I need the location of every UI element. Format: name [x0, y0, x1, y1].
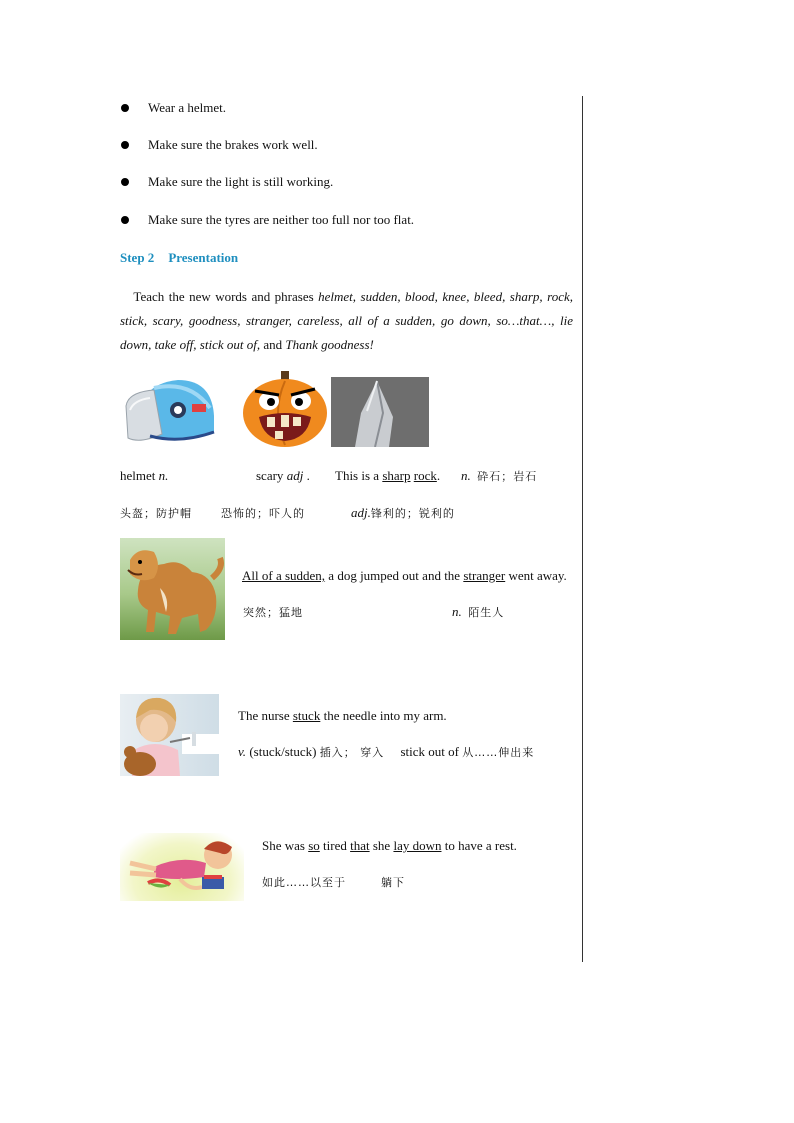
scary-end: .: [306, 468, 310, 483]
pos-scary: adj: [286, 468, 304, 483]
word-stuck: stuck: [292, 708, 321, 723]
sentence-mid: a dog jumped out and the: [325, 568, 464, 583]
phrase-all-of-a-sudden: All of a sudden,: [242, 568, 326, 583]
cn-stick: 插入； 穿入: [319, 746, 385, 759]
phrase-lay-down: lay down: [393, 838, 442, 853]
sentence-post: to have a rest.: [441, 838, 517, 853]
sentence-pre: This is a: [335, 468, 383, 483]
vocab-sentence-dog: [242, 568, 567, 584]
bullet-dot: [121, 104, 129, 112]
bullet-dot: [121, 141, 129, 149]
pos-stick: v.: [238, 744, 247, 759]
step-title: Presentation: [168, 250, 239, 265]
cn-sudden-line: [243, 604, 303, 620]
cn-stick-out-of: 从……伸出来: [462, 746, 535, 759]
cn-sharp: 锋利的；锐利的: [370, 507, 455, 520]
pos-rock: n.: [461, 468, 471, 483]
sentence-pre: She was: [262, 838, 309, 853]
sentence-pre: The nurse: [238, 708, 293, 723]
pos-sharp: adj.: [351, 505, 371, 520]
sentence-end: .: [436, 468, 441, 483]
cn-scary: 恐怖的；吓人的: [221, 507, 305, 520]
vocab-stick-def: [238, 744, 534, 760]
word-helmet: helmet: [120, 468, 156, 483]
vocab-scary: [256, 468, 310, 484]
bullet-text: Wear a helmet.: [148, 100, 226, 115]
intro-words: helmet, sudden, blood, knee, bleed, sharp, rock, stick, scary, goodness, stranger, careless, all of a sudden, go down, so…that…, lie down, take off, stick out of,: [120, 289, 573, 352]
dog-image: [120, 538, 225, 640]
word-so: so: [308, 838, 320, 853]
sharp-rock-image: [331, 377, 429, 447]
cn-scary-line: [221, 505, 305, 521]
phrase-stick-out-of: stick out of: [400, 744, 459, 759]
vocab-sentence-nurse: [238, 708, 447, 724]
cn-sudden: 突然；猛地: [243, 606, 303, 619]
lying-down-image: [120, 833, 244, 901]
cn-stranger: 陌生人: [468, 606, 505, 619]
cn-lie-down-line: [381, 874, 405, 890]
pos-stranger: n.: [452, 604, 462, 619]
intro-lead: Teach the new words and phrases: [133, 289, 319, 304]
vocab-line-1: [120, 468, 168, 484]
intro-last: Thank goodness!: [285, 337, 374, 352]
bullet-text: Make sure the tyres are neither too full nor too flat.: [148, 212, 415, 227]
margin-rule: [582, 96, 583, 962]
step-heading: [120, 250, 252, 266]
word-sharp: sharp: [382, 468, 411, 483]
helmet-image: [120, 370, 218, 448]
word-scary: scary: [256, 468, 284, 483]
cn-stranger-line: [452, 604, 504, 620]
cn-so-that-line: [262, 874, 346, 890]
stick-forms: (stuck/stuck): [246, 744, 320, 759]
vocab-rock-def: [461, 468, 537, 484]
sentence-post: the needle into my arm.: [320, 708, 447, 723]
sentence-mid-2: she: [369, 838, 394, 853]
cn-lie-down: 躺下: [381, 876, 405, 889]
word-that: that: [350, 838, 370, 853]
cn-so-that: 如此……以至于: [262, 876, 346, 889]
bullet-dot: [121, 216, 129, 224]
vocab-sentence-tired: [262, 838, 517, 854]
bullet-text: Make sure the brakes work well.: [148, 137, 318, 152]
cn-rock: 砕石；岩石: [477, 470, 538, 483]
injection-image: [120, 694, 219, 776]
cn-sharp-line: [351, 505, 455, 521]
bullet-text: Make sure the light is still working.: [148, 174, 334, 189]
sentence-end: went away.: [505, 568, 567, 583]
word-rock: rock: [413, 468, 437, 483]
word-stranger: stranger: [463, 568, 506, 583]
intro-paragraph: [120, 285, 573, 357]
bullet-dot: [121, 178, 129, 186]
sentence-mid-1: tired: [319, 838, 351, 853]
step-number: Step 2: [120, 250, 155, 265]
cn-helmet-line: [120, 505, 192, 521]
pumpkin-image: [241, 369, 330, 449]
intro-and: and: [260, 337, 286, 352]
vocab-sentence-rock: [335, 468, 440, 484]
cn-helmet: 头盔；防护帽: [120, 507, 192, 520]
pos-helmet: n.: [158, 468, 169, 483]
